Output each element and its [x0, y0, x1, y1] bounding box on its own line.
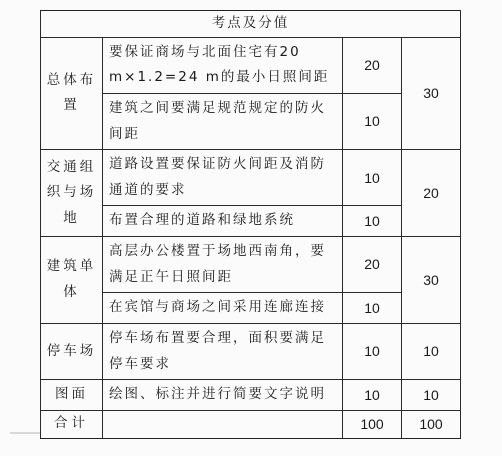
description-cell: 高层办公楼置于场地西南角，要满足正午日照间距	[103, 237, 343, 293]
score-cell: 20	[343, 37, 402, 93]
table-row	[41, 237, 461, 293]
score-cell: 10	[343, 293, 402, 324]
description-cell: 绘图、标注并进行简要文字说明	[103, 380, 343, 411]
description-cell: 道路设置要保证防火间距及消防通道的要求	[103, 150, 343, 206]
category-cell: 停车场	[41, 324, 103, 380]
table-row	[41, 206, 461, 237]
description-cell: 停车场布置要合理，面积要满足停车要求	[103, 324, 343, 380]
table-row	[41, 324, 461, 380]
score-cell: 10	[343, 380, 402, 411]
score-cell: 10	[343, 324, 402, 380]
table-row	[41, 293, 461, 324]
table-header: 考点及分值	[41, 11, 461, 38]
table-row	[41, 93, 461, 149]
total-cell: 10	[402, 380, 461, 411]
total-cell: 30	[402, 237, 461, 324]
score-cell: 10	[343, 93, 402, 149]
table-row	[41, 37, 461, 93]
category-cell: 图面	[41, 380, 103, 411]
table-row	[41, 150, 461, 206]
description-cell: 建筑之间要满足规范规定的防火间距	[103, 93, 343, 149]
score-cell: 20	[343, 237, 402, 293]
total-cell: 10	[402, 324, 461, 380]
score-cell: 10	[343, 206, 402, 237]
scan-mark	[10, 432, 40, 434]
total-cell: 30	[402, 37, 461, 150]
score-cell: 10	[343, 150, 402, 206]
description-cell: 在宾馆与商场之间采用连廊连接	[103, 293, 343, 324]
sum-score-cell: 100	[343, 410, 402, 438]
sum-row	[41, 410, 461, 438]
table-row	[41, 380, 461, 411]
category-cell: 建筑单体	[41, 237, 103, 324]
total-cell: 20	[402, 150, 461, 237]
description-cell	[103, 410, 343, 438]
scoring-table	[40, 10, 461, 439]
category-cell: 总体布置	[41, 37, 103, 150]
sum-total-cell: 100	[402, 410, 461, 438]
table-header-row	[41, 11, 461, 38]
description-cell: 要保证商场与北面住宅有20 m×1.2=24 m的最小日照间距	[103, 37, 343, 93]
description-cell: 布置合理的道路和绿地系统	[103, 206, 343, 237]
sum-label: 合计	[41, 410, 103, 438]
category-cell: 交通组织与场地	[41, 150, 103, 237]
